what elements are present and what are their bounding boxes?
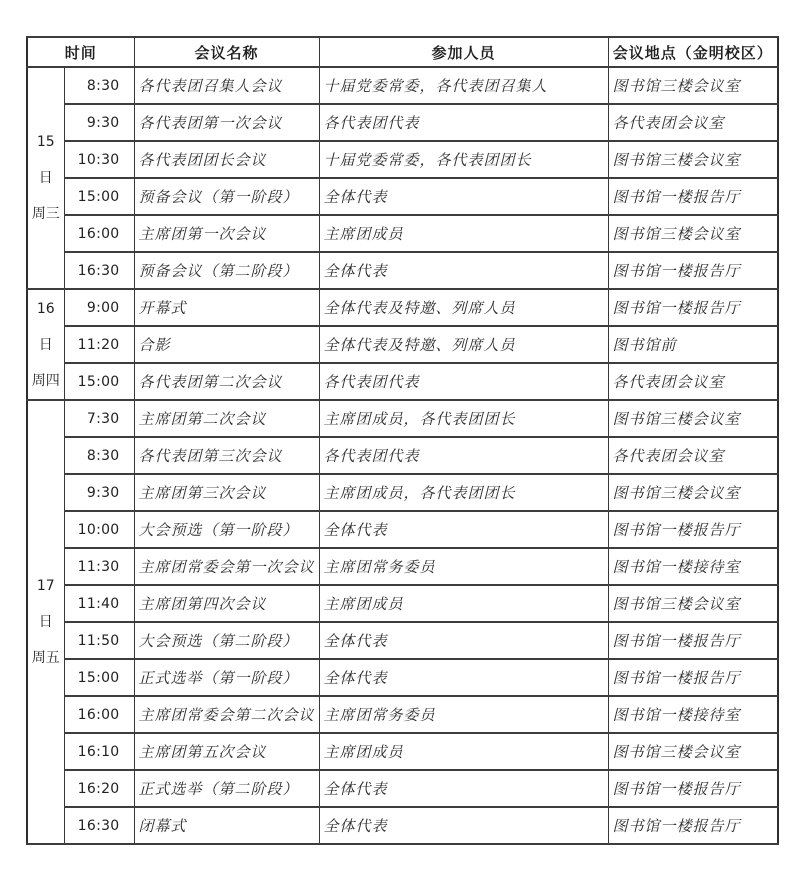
location-cell: 图书馆一楼报告厅: [608, 252, 778, 289]
meeting-name-cell: 开幕式: [134, 289, 319, 326]
meeting-name-cell: 闭幕式: [134, 807, 319, 844]
schedule-row: [27, 67, 778, 104]
schedule-row: [27, 474, 778, 511]
date-day-label: 16 日: [36, 300, 55, 353]
location-cell: 图书馆三楼会议室: [608, 141, 778, 178]
participants-cell: 全体代表及特邀、列席人员: [319, 289, 608, 326]
time-cell: 11:50: [64, 622, 134, 659]
location-cell: 图书馆一楼报告厅: [608, 659, 778, 696]
header-time: 时间: [27, 37, 134, 67]
location-cell: 各代表团会议室: [608, 363, 778, 400]
schedule-body: [27, 67, 778, 844]
location-cell: 图书馆三楼会议室: [608, 474, 778, 511]
date-cell: [27, 67, 64, 289]
participants-cell: 十届党委常委，各代表团团长: [319, 141, 608, 178]
time-cell: 9:30: [64, 104, 134, 141]
time-cell: 11:20: [64, 326, 134, 363]
participants-cell: 全体代表及特邀、列席人员: [319, 326, 608, 363]
schedule-header-row: [27, 37, 778, 67]
schedule-row: [27, 659, 778, 696]
time-cell: 15:00: [64, 659, 134, 696]
date-day-label: 15 日: [36, 134, 55, 186]
time-cell: 15:00: [64, 178, 134, 215]
participants-cell: 主席团成员: [319, 733, 608, 770]
header-meeting-name: 会议名称: [134, 37, 319, 67]
time-cell: 11:30: [64, 548, 134, 585]
participants-cell: 各代表团代表: [319, 104, 608, 141]
date-weekday-label: 周三: [31, 206, 60, 222]
location-cell: 图书馆三楼会议室: [608, 733, 778, 770]
location-cell: 图书馆三楼会议室: [608, 215, 778, 252]
participants-cell: 十届党委常委，各代表团召集人: [319, 67, 608, 104]
meeting-name-cell: 主席团第五次会议: [134, 733, 319, 770]
participants-cell: 全体代表: [319, 178, 608, 215]
time-cell: 8:30: [64, 437, 134, 474]
time-cell: 16:30: [64, 252, 134, 289]
schedule-row: [27, 770, 778, 807]
location-cell: 图书馆三楼会议室: [608, 67, 778, 104]
meeting-schedule-document: [26, 36, 779, 845]
meeting-name-cell: 大会预选（第一阶段）: [134, 511, 319, 548]
location-cell: 图书馆前: [608, 326, 778, 363]
meeting-name-cell: 各代表团召集人会议: [134, 67, 319, 104]
participants-cell: 各代表团代表: [319, 437, 608, 474]
time-cell: 9:00: [64, 289, 134, 326]
schedule-row: [27, 400, 778, 437]
meeting-name-cell: 各代表团第一次会议: [134, 104, 319, 141]
participants-cell: 全体代表: [319, 659, 608, 696]
location-cell: 图书馆一楼接待室: [608, 548, 778, 585]
time-cell: 10:00: [64, 511, 134, 548]
schedule-row: [27, 252, 778, 289]
location-cell: 图书馆一楼报告厅: [608, 770, 778, 807]
location-cell: 图书馆一楼接待室: [608, 696, 778, 733]
time-cell: 8:30: [64, 67, 134, 104]
participants-cell: 主席团常务委员: [319, 696, 608, 733]
time-cell: 16:00: [64, 215, 134, 252]
location-cell: 图书馆一楼报告厅: [608, 289, 778, 326]
meeting-name-cell: 主席团第四次会议: [134, 585, 319, 622]
schedule-row: [27, 585, 778, 622]
date-cell: [27, 400, 64, 844]
schedule-row: [27, 215, 778, 252]
meeting-name-cell: 主席团第一次会议: [134, 215, 319, 252]
schedule-row: [27, 289, 778, 326]
meeting-name-cell: 主席团第三次会议: [134, 474, 319, 511]
schedule-row: [27, 548, 778, 585]
time-cell: 11:40: [64, 585, 134, 622]
time-cell: 15:00: [64, 363, 134, 400]
location-cell: 图书馆一楼报告厅: [608, 622, 778, 659]
schedule-row: [27, 104, 778, 141]
participants-cell: 全体代表: [319, 622, 608, 659]
meeting-name-cell: 预备会议（第一阶段）: [134, 178, 319, 215]
meeting-name-cell: 主席团常委会第二次会议: [134, 696, 319, 733]
location-cell: 图书馆一楼报告厅: [608, 511, 778, 548]
participants-cell: 全体代表: [319, 770, 608, 807]
location-cell: 图书馆一楼报告厅: [608, 807, 778, 844]
schedule-row: [27, 437, 778, 474]
schedule-row: [27, 511, 778, 548]
participants-cell: 主席团成员: [319, 585, 608, 622]
meeting-name-cell: 各代表团第三次会议: [134, 437, 319, 474]
schedule-row: [27, 622, 778, 659]
participants-cell: 主席团成员，各代表团团长: [319, 474, 608, 511]
participants-cell: 各代表团代表: [319, 363, 608, 400]
location-cell: 图书馆一楼报告厅: [608, 178, 778, 215]
meeting-name-cell: 主席团第二次会议: [134, 400, 319, 437]
location-cell: 图书馆三楼会议室: [608, 585, 778, 622]
location-cell: 图书馆三楼会议室: [608, 400, 778, 437]
schedule-row: [27, 178, 778, 215]
time-cell: 16:10: [64, 733, 134, 770]
schedule-row: [27, 696, 778, 733]
time-cell: 16:00: [64, 696, 134, 733]
schedule-row: [27, 363, 778, 400]
schedule-row: [27, 733, 778, 770]
participants-cell: 主席团成员: [319, 215, 608, 252]
time-cell: 10:30: [64, 141, 134, 178]
schedule-row: [27, 326, 778, 363]
time-cell: 9:30: [64, 474, 134, 511]
meeting-name-cell: 主席团常委会第一次会议: [134, 548, 319, 585]
participants-cell: 全体代表: [319, 252, 608, 289]
meeting-name-cell: 正式选举（第一阶段）: [134, 659, 319, 696]
participants-cell: 全体代表: [319, 511, 608, 548]
meeting-name-cell: 大会预选（第二阶段）: [134, 622, 319, 659]
date-weekday-label: 周五: [31, 650, 60, 666]
date-day-label: 17 日: [36, 578, 55, 630]
schedule-table: [26, 36, 779, 845]
meeting-name-cell: 正式选举（第二阶段）: [134, 770, 319, 807]
time-cell: 7:30: [64, 400, 134, 437]
header-participants: 参加人员: [319, 37, 608, 67]
meeting-name-cell: 合影: [134, 326, 319, 363]
time-cell: 16:30: [64, 807, 134, 844]
location-cell: 各代表团会议室: [608, 104, 778, 141]
date-cell: [27, 289, 64, 400]
meeting-name-cell: 各代表团第二次会议: [134, 363, 319, 400]
participants-cell: 主席团常务委员: [319, 548, 608, 585]
schedule-row: [27, 141, 778, 178]
header-location: 会议地点（金明校区）: [608, 37, 778, 67]
schedule-row: [27, 807, 778, 844]
location-cell: 各代表团会议室: [608, 437, 778, 474]
meeting-name-cell: 预备会议（第二阶段）: [134, 252, 319, 289]
date-weekday-label: 周四: [31, 372, 60, 389]
participants-cell: 全体代表: [319, 807, 608, 844]
participants-cell: 主席团成员，各代表团团长: [319, 400, 608, 437]
meeting-name-cell: 各代表团团长会议: [134, 141, 319, 178]
time-cell: 16:20: [64, 770, 134, 807]
